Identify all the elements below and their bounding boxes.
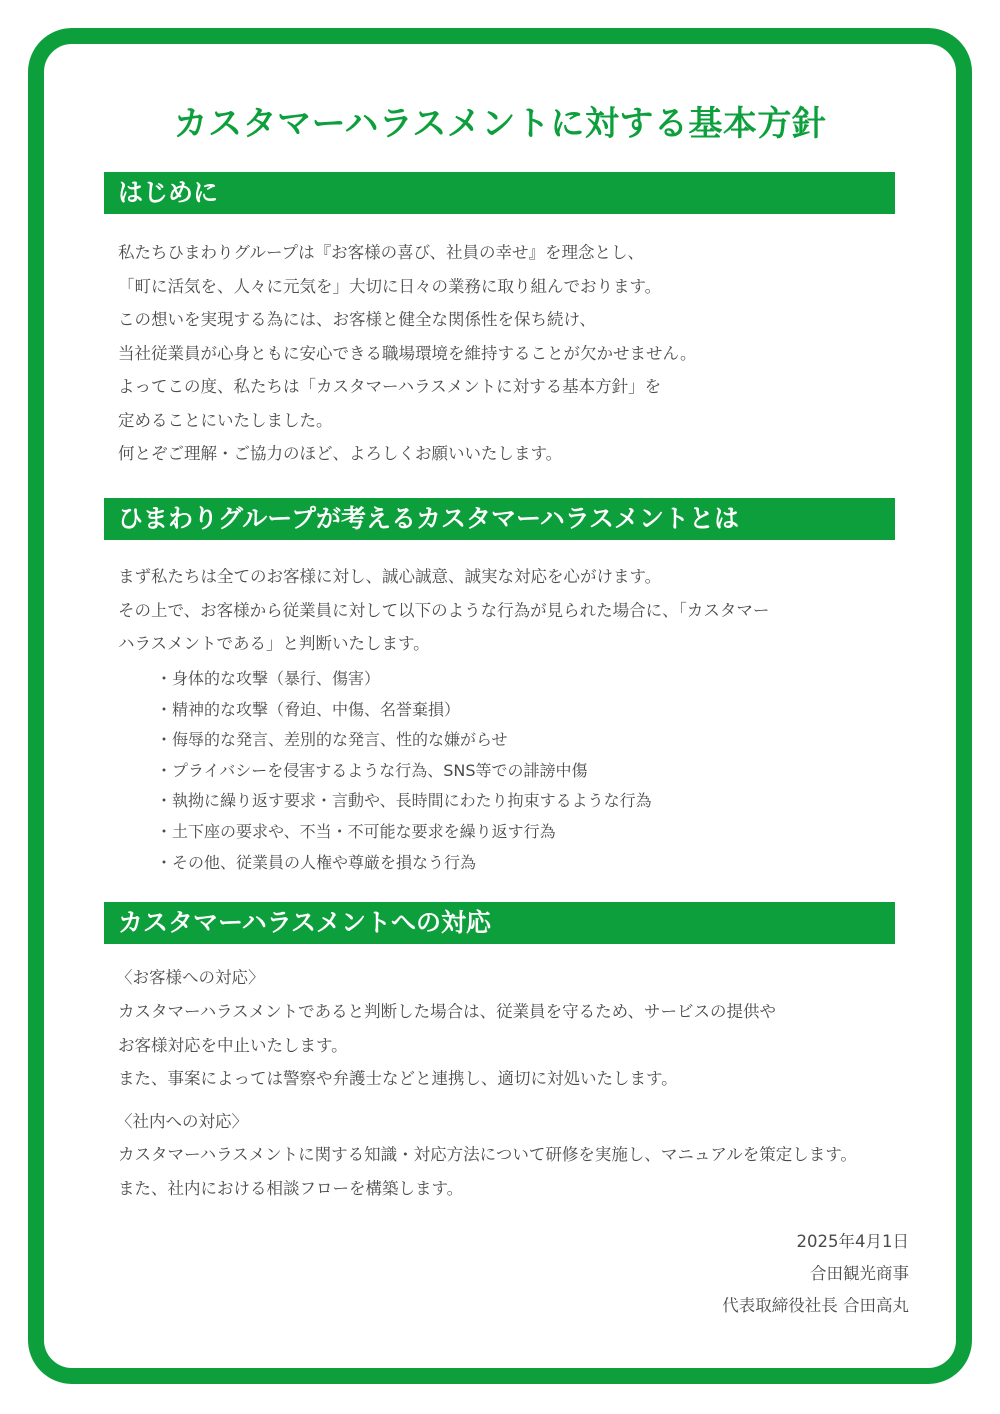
text-line: カスタマーハラスメントに関する知識・対応方法について研修を実施し、マニュアルを策定します。 [118, 1145, 857, 1164]
customer-response-text [118, 995, 918, 1096]
text-line: ハラスメントである」と判断いたします。 [118, 634, 430, 653]
list-item: ・身体的な攻撃（暴行、傷害） [156, 669, 381, 688]
text-line: また、事案によっては警察や弁護士などと連携し、適切に対処いたします。 [118, 1069, 678, 1088]
text-line: よってこの度、私たちは「カスタマーハラスメントに対する基本方針」を [118, 377, 662, 396]
text-line: 定めることにいたしました。 [118, 410, 333, 430]
introduction-text [118, 236, 918, 471]
text-line: まず私たちは全てのお客様に対し、誠心誠意、誠実な対応を心がけます。 [118, 567, 662, 586]
section-heading-response: カスタマーハラスメントへの対応 [104, 902, 895, 944]
text-line: 私たちひまわりグループは『お客様の喜び、社員の幸せ』を理念とし、 [118, 243, 645, 262]
list-item: ・プライバシーを侵害するような行為、SNS等での誹謗中傷 [156, 760, 588, 780]
subsection-heading-internal: 〈社内への対応〉 [116, 1112, 248, 1131]
internal-response-text [118, 1138, 918, 1205]
signature-block [722, 1226, 909, 1322]
text-line: カスタマーハラスメントであると判断した場合は、従業員を守るため、サービスの提供や [118, 1002, 777, 1021]
text-line: 「町に活気を、人々に元気を」大切に日々の業務に取り組んでおります。 [118, 276, 662, 296]
text-line: 何とぞご理解・ご協力のほど、よろしくお願いいたします。 [118, 444, 563, 463]
signature-date: 2025年4月1日 [796, 1232, 909, 1251]
signature-company: 合田観光商事 [810, 1264, 909, 1283]
subsection-heading-customer: 〈お客様への対応〉 [116, 968, 265, 987]
text-line: また、社内における相談フローを構築します。 [118, 1178, 464, 1198]
section-heading-introduction: はじめに [104, 172, 895, 214]
text-line: この想いを実現する為には、お客様と健全な関係性を保ち続け、 [118, 310, 596, 329]
list-item: ・侮辱的な発言、差別的な発言、性的な嫌がらせ [156, 730, 508, 750]
list-item: ・その他、従業員の人権や尊厳を損なう行為 [156, 852, 477, 872]
signature-representative: 代表取締役社長 合田高丸 [722, 1296, 909, 1315]
text-line: その上で、お客様から従業員に対して以下のような行為が見られた場合に、「カスタマー [118, 600, 770, 620]
definition-text [118, 560, 918, 661]
section-heading-definition: ひまわりグループが考えるカスタマーハラスメントとは [104, 498, 895, 540]
text-line: 当社従業員が心身ともに安心できる職場環境を維持することが欠かせません。 [118, 343, 697, 363]
list-item: ・執拗に繰り返す要求・言動や、長時間にわたり拘束するような行為 [156, 791, 652, 811]
list-item: ・精神的な攻撃（脅迫、中傷、名誉棄損） [156, 699, 461, 719]
list-item: ・土下座の要求や、不当・不可能な要求を繰り返す行為 [156, 821, 556, 841]
page-title: カスタマーハラスメントに対する基本方針 [173, 104, 827, 144]
harassment-list [156, 664, 896, 878]
text-line: お客様対応を中止いたします。 [118, 1035, 348, 1055]
